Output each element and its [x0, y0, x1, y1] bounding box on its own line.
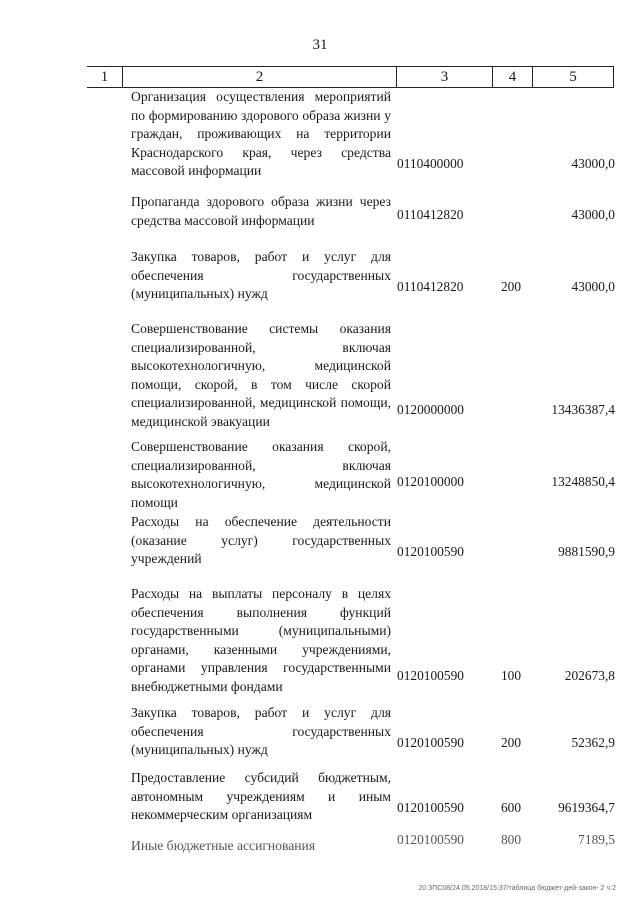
row-description: Закупка товаров, работ и услуг для обеспечения государственных (муниципальных) нужд — [131, 249, 391, 302]
row-code: 0120100590 — [397, 800, 464, 815]
page-number: 31 — [312, 37, 328, 53]
row-kind: 200 — [500, 279, 522, 294]
table-header — [87, 66, 614, 88]
row-description: Пропаганда здорового образа жизни через средства массовой информации — [131, 194, 391, 228]
row-amount: 52362,9 — [571, 735, 615, 750]
row-description: Расходы на выплаты персоналу в целях обеспечения выполнения функций государственными (муниципальными) органами, казенными учреждениями, органами управления государственными внебюджетными фондами — [131, 586, 391, 694]
row-kind: 600 — [500, 800, 522, 815]
row-amount: 43000,0 — [571, 156, 615, 171]
row-code: 0110412820 — [397, 279, 464, 294]
row-code: 0120100590 — [397, 832, 464, 847]
row-amount: 9881590,9 — [558, 544, 615, 559]
row-description: Предоставление субсидий бюджетным, автономным учреждениям и иным некоммерческим организациям — [131, 770, 391, 823]
row-amount: 9619364,7 — [558, 800, 615, 815]
row-amount: 202673,8 — [564, 668, 615, 683]
row-code: 0120100590 — [397, 668, 464, 683]
row-kind: 200 — [500, 735, 522, 750]
row-code: 0120000000 — [397, 402, 464, 417]
footer-stamp: 20 ЗПС08/24.05.2018/15:37/таблица бюджет-дей-закон- 2 ч.2 — [418, 885, 616, 892]
row-description: Расходы на обеспечение деятельности (оказание услуг) государственных учреждений — [131, 514, 391, 567]
row-description: Закупка товаров, работ и услуг для обеспечения государственных (муниципальных) нужд — [131, 705, 391, 758]
row-description: Организация осуществления мероприятий по формированию здорового образа жизни у граждан, проживающих на территории Краснодарского края, через средства массовой информации — [131, 89, 391, 179]
column-header-2: 2 — [122, 67, 396, 87]
row-description: Совершенствование системы оказания специализированной, включая высокотехнологичную, медицинской помощи, скорой, в том числе скорой специализированной, медицинской помощи, медицинской эвакуации — [131, 321, 391, 429]
row-code: 0110400000 — [397, 156, 464, 171]
row-amount: 7189,5 — [578, 832, 615, 847]
column-header-1: 1 — [100, 69, 109, 85]
column-header-5: 5 — [532, 67, 614, 87]
row-code: 0120100590 — [397, 544, 464, 559]
row-amount: 13248850,4 — [551, 474, 615, 489]
row-kind: 800 — [500, 832, 522, 847]
row-kind: 100 — [500, 668, 522, 683]
column-header-4: 4 — [492, 67, 532, 87]
row-amount: 43000,0 — [571, 279, 615, 294]
row-code: 0110412820 — [397, 207, 464, 222]
row-description: Иные бюджетные ассигнования — [131, 838, 316, 853]
column-header-3: 3 — [396, 67, 492, 87]
row-code: 0120100000 — [397, 474, 464, 489]
row-amount: 13436387,4 — [551, 402, 615, 417]
row-code: 0120100590 — [397, 735, 464, 750]
row-amount: 43000,0 — [571, 207, 615, 222]
row-description: Совершенствование оказания скорой, специализированной, включая высокотехнологичную, медицинской помощи — [131, 439, 391, 510]
